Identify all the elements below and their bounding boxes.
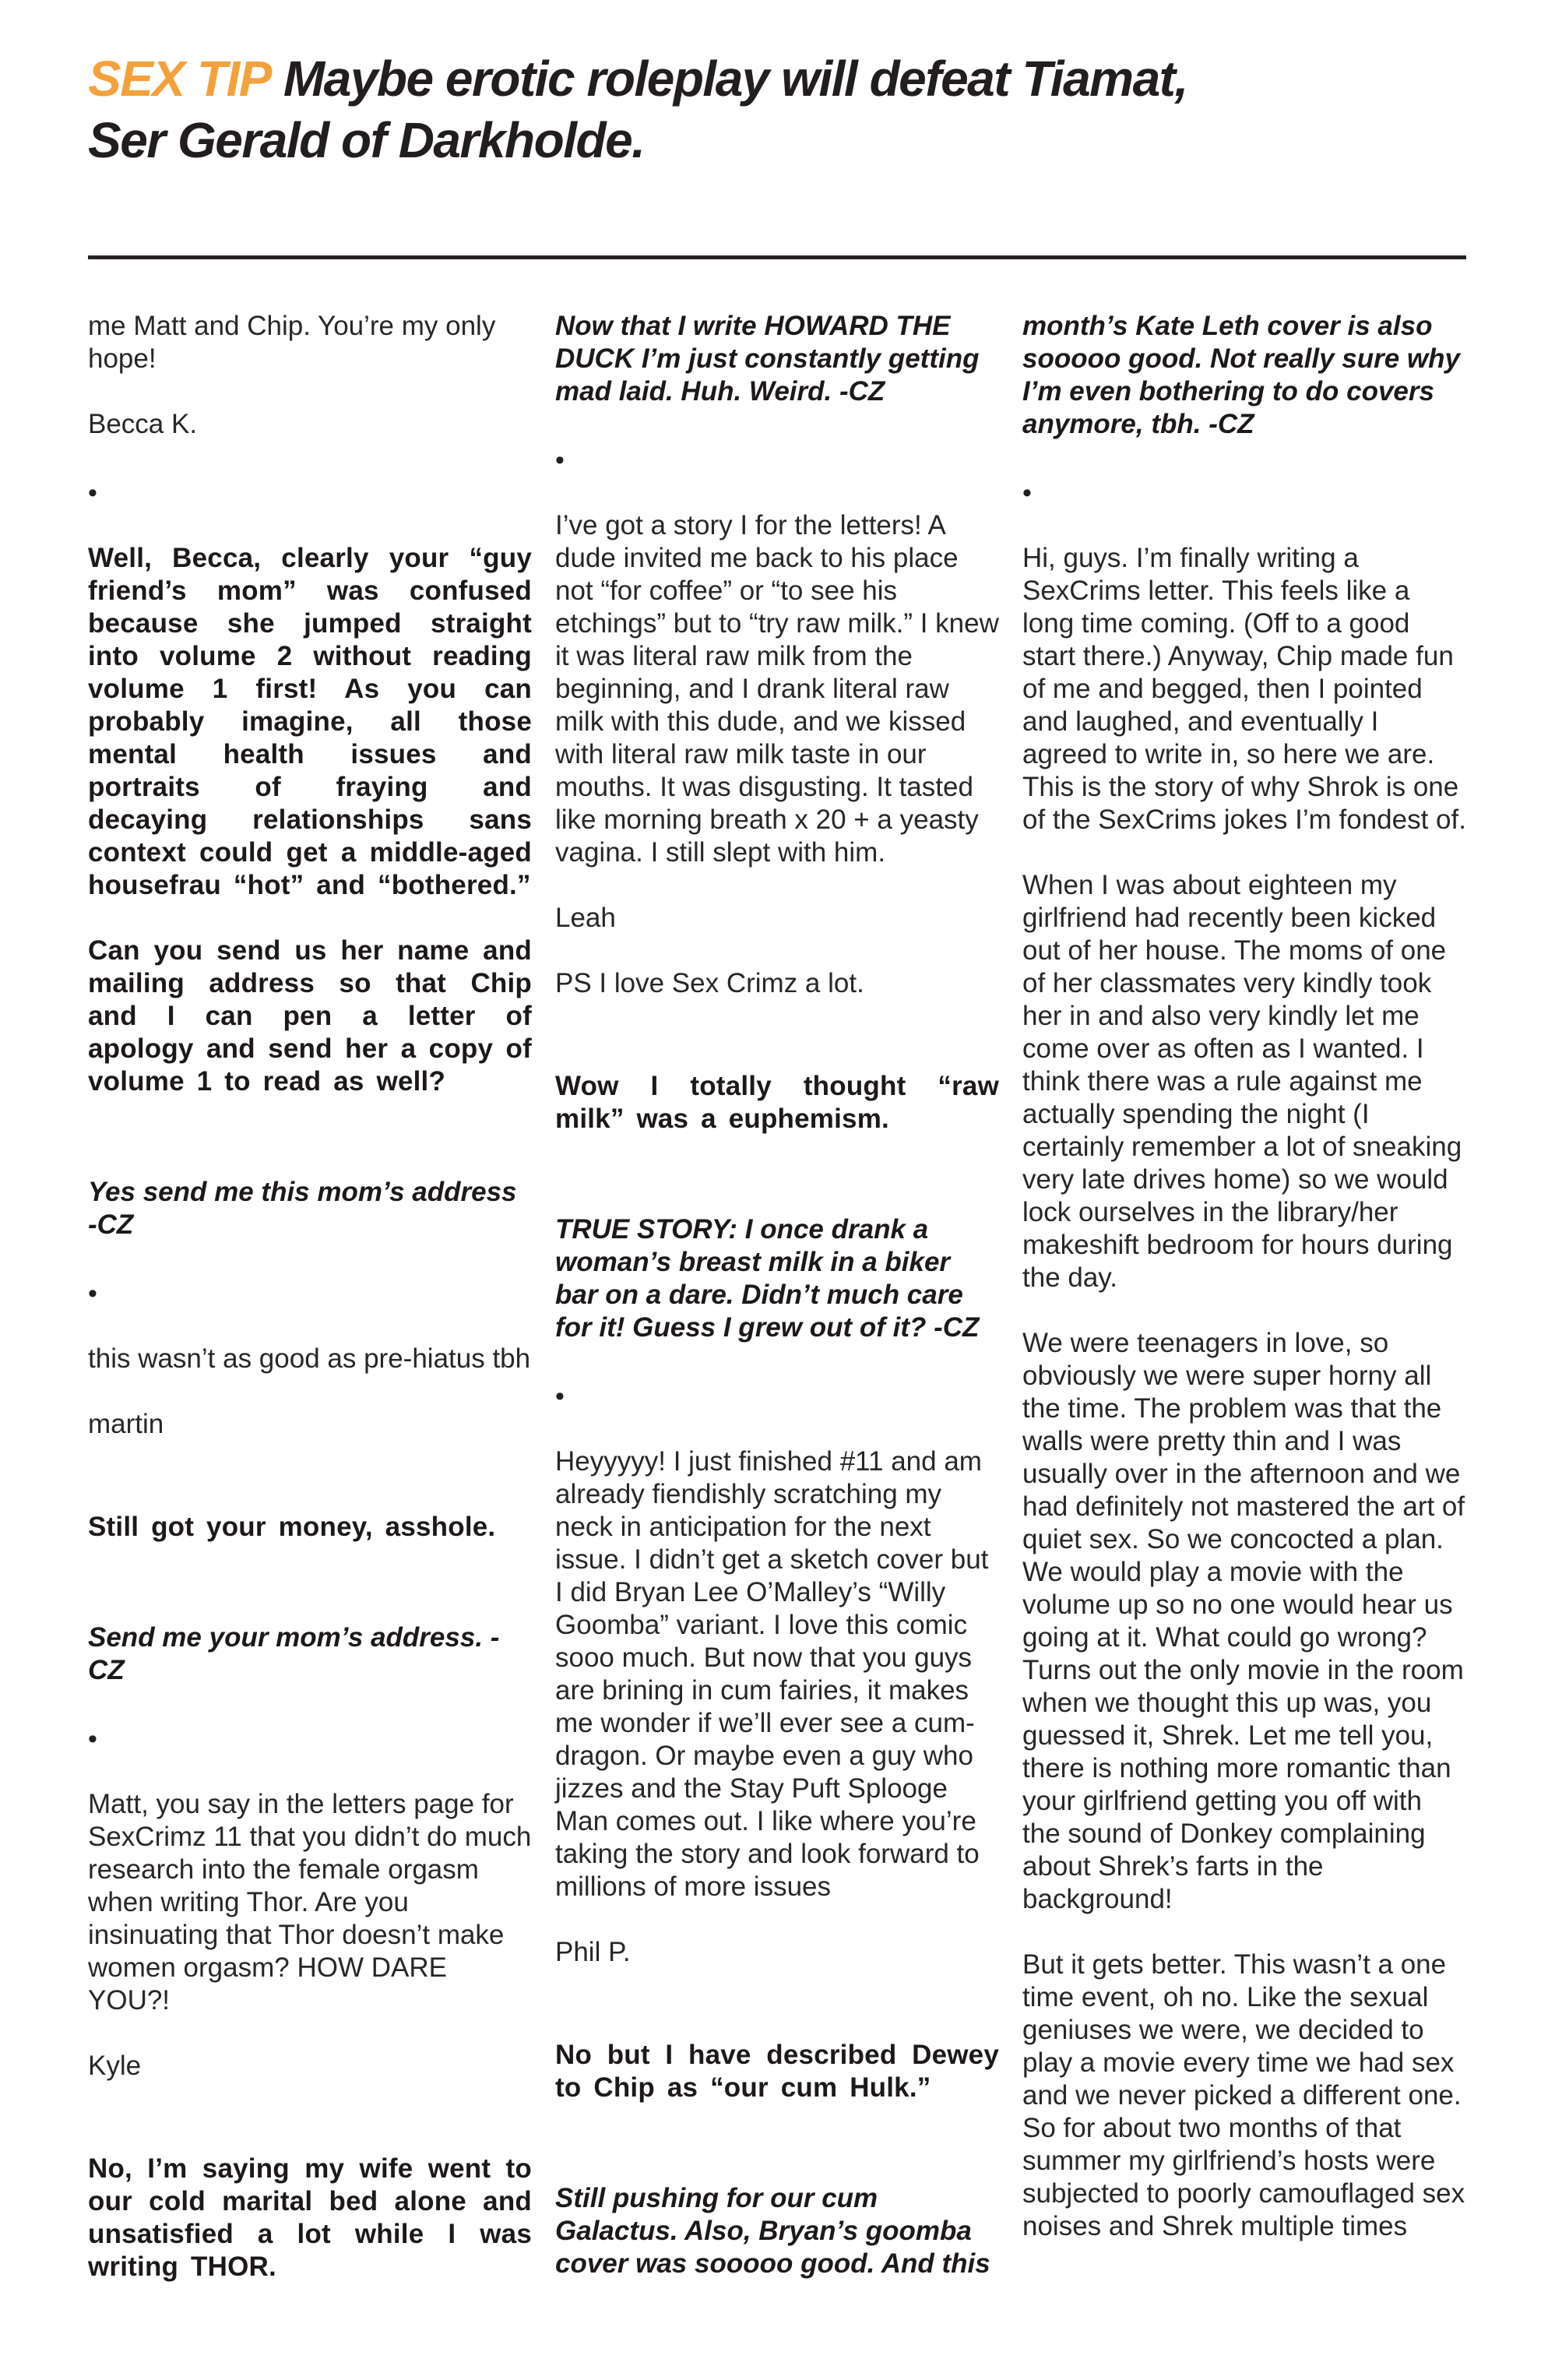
header-title-line-1: Maybe erotic roleplay will defeat Tiamat, [283,51,1187,107]
letter-text: Hi, guys. I’m finally writing a SexCrims letter. This feels like a long time coming. (Off to a good start there.) Anyway, Chip made fun of me and begged, then I pointed and laughed, and eventually I agreed to write in, so here we are. This is the story of why Shrok is one of the SexCrims jokes I’m fondest of. [1022,543,1466,835]
separator-dot: • [555,1382,565,1411]
letter-text: Matt, you say in the letters page for SexCrimz 11 that you didn’t do much research into the female orgasm when writing Thor. Are you insinuating that Thor doesn’t make women orgasm? HOW DARE YOU?! [88,1789,532,2016]
header-line-1 [88,48,1187,110]
letter-text: We were teenagers in love, so obviously we were super horny all the time. The problem was that the walls were pretty thin and I was usually over in the afternoon and we had definitely not mastered the art of quiet sex. So we concocted a plan. We would play a movie with the volume up so no one would hear us going at it. What could go wrong? Turns out the only movie in the room when we thought this up was, you guessed it, Shrek. Let me tell you, there is nothing more romantic than your girlfriend getting you off with the sound of Donkey complaining about Shrek’s farts in the background! [1022,1328,1465,1914]
separator-dot: • [1022,478,1032,508]
editor-response-italic: Still pushing for our cum Galactus. Also, Bryan’s goomba cover was sooooo good. And this [555,2183,990,2279]
separator-dot: • [88,1279,97,1308]
letters-column-2 [555,310,999,2283]
letter-signature: Leah [555,903,616,933]
letters-columns [88,310,1466,2283]
letters-column-3 [1022,310,1466,2283]
editor-response-bold: Wow I totally thought “raw milk” was a euphemism. [555,1071,999,1134]
editor-response-bold: Well, Becca, clearly your “guy friend’s mom” was confused because she jumped straight into volume 2 without reading volume 1 first! As you can probably imagine, all those mental health issues and portraits of fraying and decaying relationships sans context could get a middle-aged housefrau “hot” and “bothered.” [88,543,532,900]
letter-signature: Phil P. [555,1937,631,1967]
separator-dot: • [88,1724,97,1754]
letter-text: this wasn’t as good as pre-hiatus tbh [88,1343,531,1374]
letter-signature: Kyle [88,2051,142,2081]
separator-dot: • [555,445,565,475]
editor-response-bold: No but I have described Dewey to Chip as “our cum Hulk.” [555,2040,999,2103]
letter-text: But it gets better. This wasn’t a one time event, oh no. Like the sexual geniuses we were, we decided to play a movie every time we had sex and we never picked a different one. So for about two months of that summer my girlfriend’s hosts were subjected to poorly camouflaged sex noises and Shrek multiple times [1022,1949,1465,2241]
separator-dot: • [88,478,97,508]
editor-response-bold: No, I’m saying my wife went to our cold marital bed alone and unsatisfied a lot while I was writing THOR. [88,2153,532,2282]
editor-response-italic: Yes send me this mom’s address -CZ [88,1177,517,1240]
sex-tip-label: SEX TIP [88,51,271,107]
letter-text: Heyyyyy! I just finished #11 and am already fiendishly scratching my neck in anticipation for the next issue. I didn’t get a sketch cover but I did Bryan Lee O’Malley’s “Willy Goomba” variant. I love this comic sooo much. But now that you guys are brining in cum fairies, it makes me wonder if we’ll ever see a cum-dragon. Or maybe even a guy who jizzes and the Stay Puft Splooge Man comes out. I like where you’re taking the story and look forward to millions of more issues [555,1446,989,1902]
editor-response-italic: TRUE STORY: I once drank a woman’s breast milk in a biker bar on a dare. Didn’t much care for it! Guess I grew out of it? -CZ [555,1214,980,1343]
letters-column-1 [88,310,532,2283]
letter-text: PS I love Sex Crimz a lot. [555,968,864,998]
editor-response-italic: Send me your mom’s address. -CZ [88,1622,500,1685]
editor-response-bold: Still got your money, asshole. [88,1512,496,1542]
letter-text: I’ve got a story I for the letters! A dude invited me back to his place not “for coffee” or “to see his etchings” but to “try raw milk.” I knew it was literal raw milk from the beginning, and I drank literal raw milk with this dude, and we kissed with literal raw milk taste in our mouths. It was disgusting. It tasted like morning breath x 20 + a yeasty vagina. I still slept with him. [555,510,999,868]
letter-text: me Matt and Chip. You’re my only hope! [88,311,496,374]
editor-response-bold: Can you send us her name and mailing address so that Chip and I can pen a letter of apology and send her a copy of volume 1 to read as well? [88,935,532,1097]
page-header [88,48,1187,171]
divider [88,255,1466,259]
editor-response-italic: Now that I write HOWARD THE DUCK I’m just constantly getting mad laid. Huh. Weird. -CZ [555,311,980,407]
letter-signature: Becca K. [88,409,198,439]
letter-text: When I was about eighteen my girlfriend had recently been kicked out of her house. The moms of one of her classmates very kindly took her in and also very kindly let me come over as often as I wanted. I think there was a rule against me actually spending the night (I certainly remember a lot of sneaking very late drives home) so we would lock ourselves in the library/her makeshift bedroom for hours during the day. [1022,870,1462,1293]
editor-response-italic: month’s Kate Leth cover is also sooooo good. Not really sure why I’m even bothering to do covers anymore, tbh. -CZ [1022,311,1460,439]
letter-signature: martin [88,1409,164,1439]
header-title-line-2: Ser Gerald of Darkholde. [88,112,645,168]
